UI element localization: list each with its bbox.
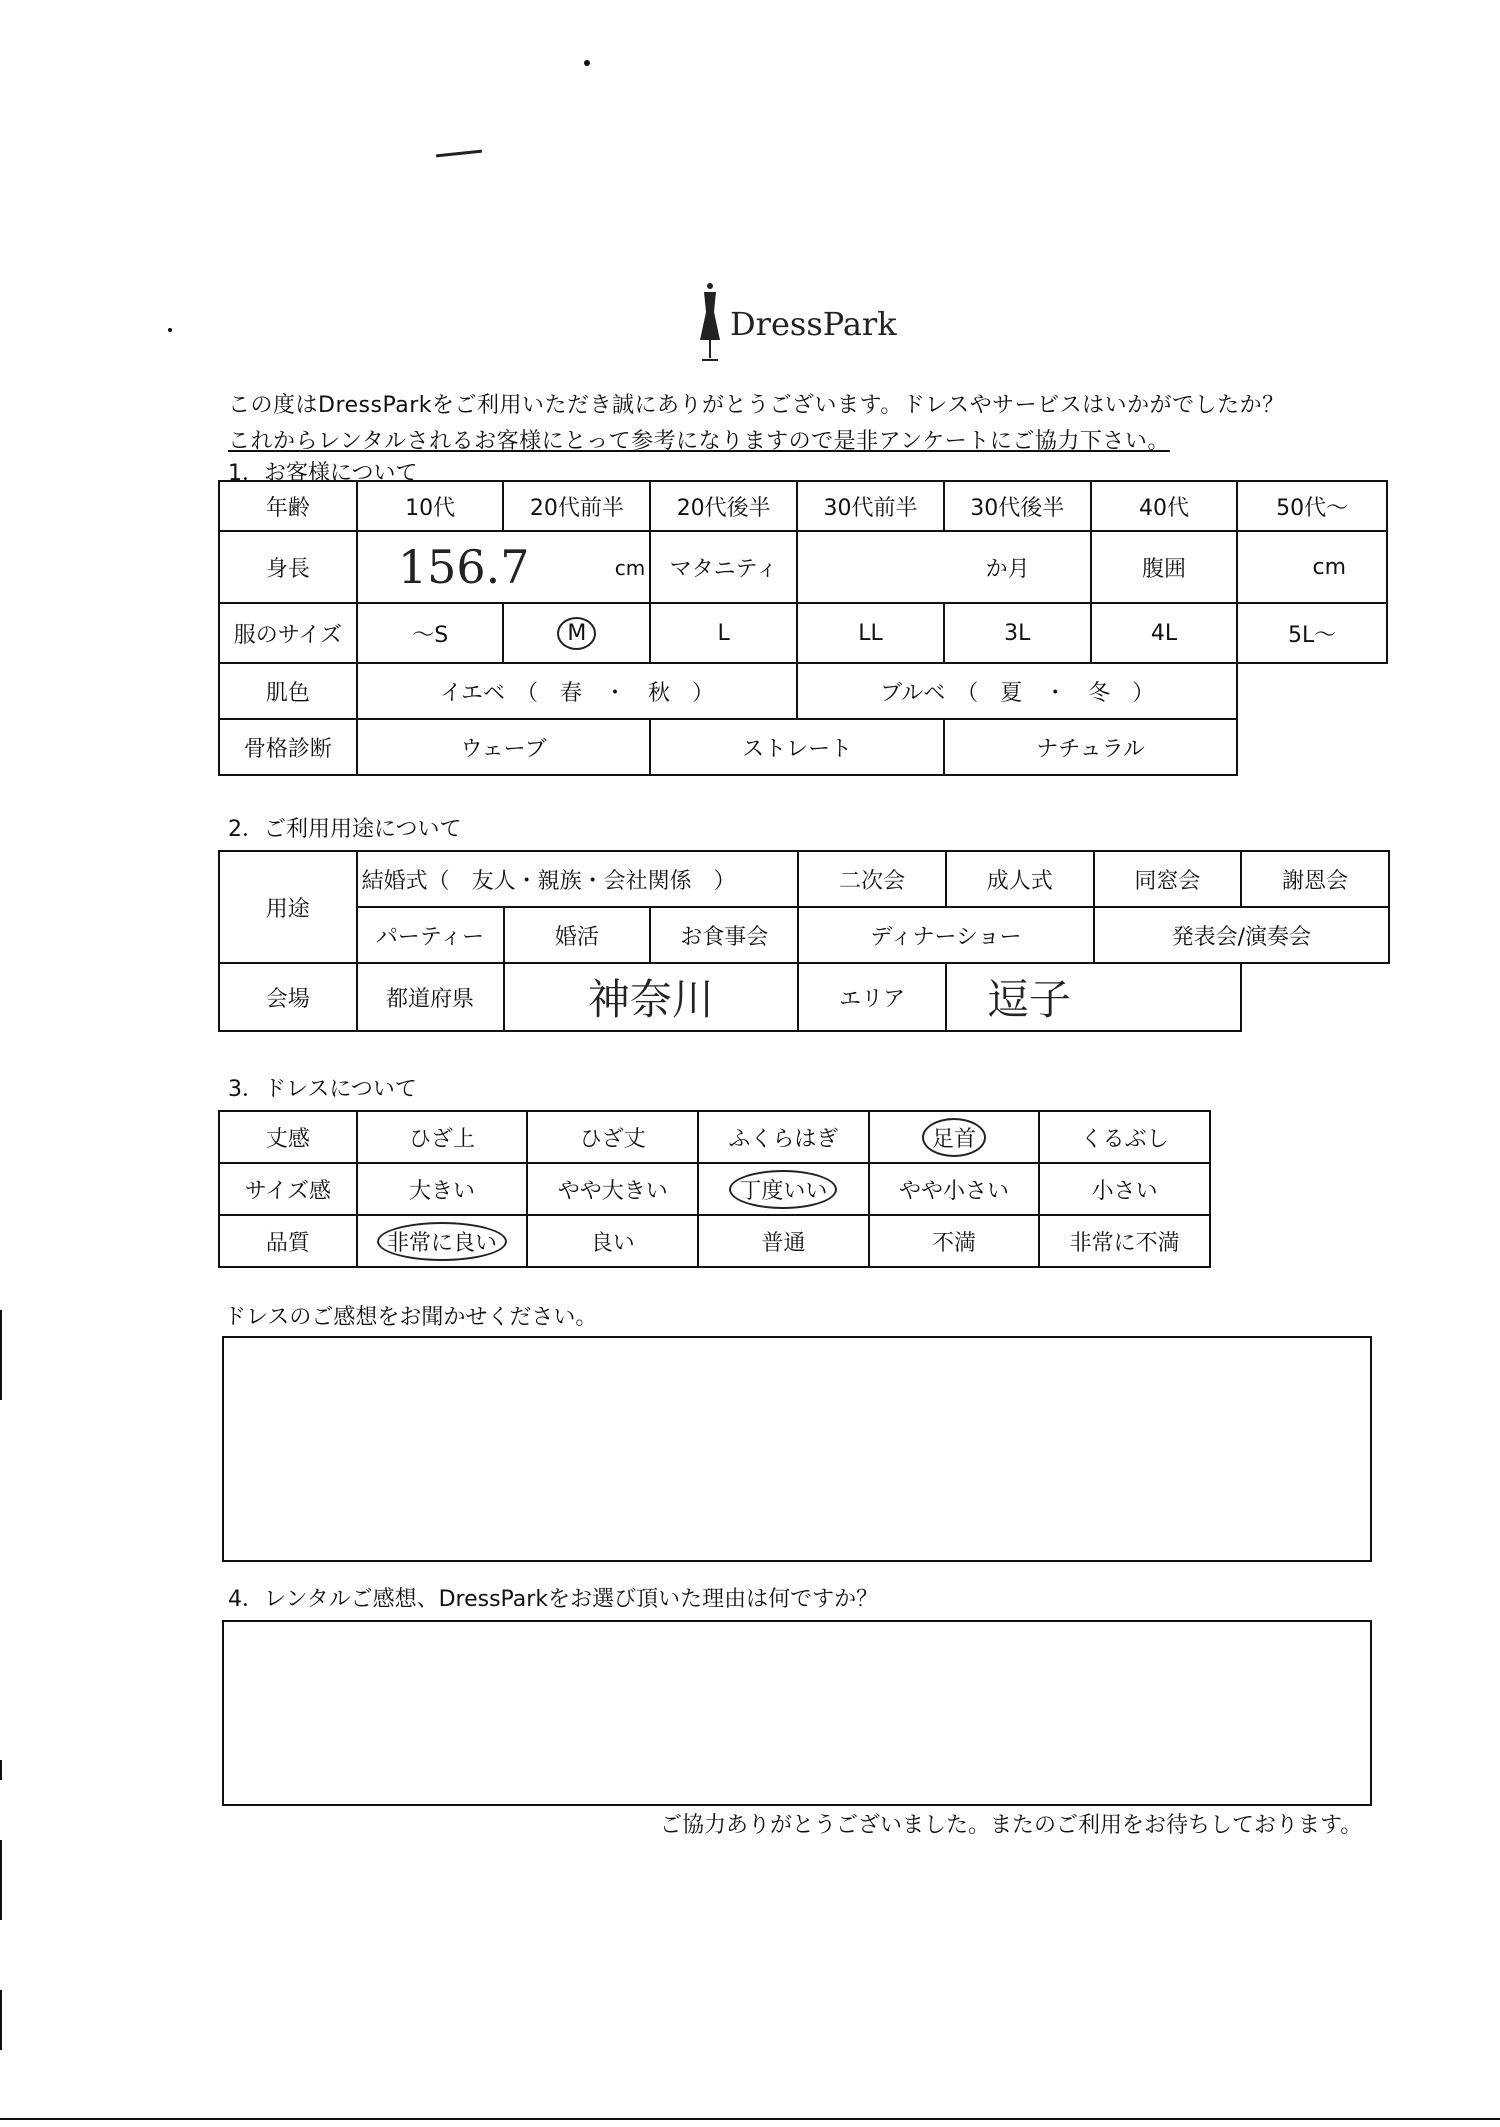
size-label: 服のサイズ xyxy=(219,603,357,663)
fit-selected-circle: 丁度いい xyxy=(729,1170,837,1209)
usage-wedding-option[interactable]: 結婚式（ 友人・親族・会社関係 ） xyxy=(357,851,799,907)
length-selected-circle: 足首 xyxy=(922,1118,986,1157)
empty-cell xyxy=(1237,719,1387,775)
venue-label: 会場 xyxy=(219,963,357,1031)
section-3-title: 3．ドレスについて xyxy=(228,1077,417,1102)
empty-cell xyxy=(1237,663,1387,719)
frame-option[interactable]: ナチュラル xyxy=(944,719,1237,775)
fit-option[interactable]: 大きい xyxy=(357,1163,528,1215)
length-option[interactable]: ふくらはぎ xyxy=(698,1111,869,1163)
section-4-title: 4．レンタルご感想、DressParkをお選び頂いた理由は何ですか？ xyxy=(228,1587,879,1612)
fit-option[interactable]: やや大きい xyxy=(527,1163,698,1215)
age-option[interactable]: 20代前半 xyxy=(503,481,650,531)
usage-option[interactable]: お食事会 xyxy=(650,907,798,963)
skin-yellow-option[interactable]: イエベ （ 春 ・ 秋 ） xyxy=(357,663,797,719)
maternity-months[interactable]: か月 xyxy=(797,531,1091,603)
prefecture-label: 都道府県 xyxy=(357,963,504,1031)
length-option-selected[interactable] xyxy=(869,1111,1040,1163)
usage-option[interactable]: 発表会/演奏会 xyxy=(1094,907,1389,963)
quality-option[interactable]: 非常に不満 xyxy=(1039,1215,1210,1267)
size-option[interactable]: 5L～ xyxy=(1237,603,1387,663)
age-option[interactable]: 30代後半 xyxy=(944,481,1091,531)
impression-title: ドレスのご感想をお聞かせください。 xyxy=(224,1305,598,1330)
usage-option[interactable]: 同窓会 xyxy=(1094,851,1242,907)
frame-option[interactable]: ウェーブ xyxy=(357,719,650,775)
skin-label: 肌色 xyxy=(219,663,357,719)
length-option[interactable]: ひざ上 xyxy=(357,1111,528,1163)
size-option[interactable]: 4L xyxy=(1091,603,1238,663)
size-option[interactable]: LL xyxy=(797,603,944,663)
reason-textarea[interactable] xyxy=(222,1620,1372,1806)
fit-option[interactable]: 小さい xyxy=(1039,1163,1210,1215)
quality-option[interactable]: 普通 xyxy=(698,1215,869,1267)
customer-table xyxy=(218,480,1388,776)
skin-blue-option[interactable]: ブルベ （ 夏 ・ 冬 ） xyxy=(797,663,1237,719)
height-unit: cm xyxy=(614,556,646,580)
age-option[interactable]: 50代～ xyxy=(1237,481,1387,531)
dress-logo-icon xyxy=(690,278,730,368)
usage-option[interactable]: 二次会 xyxy=(798,851,946,907)
scan-bottom-line xyxy=(0,2118,1500,2120)
frame-option[interactable]: ストレート xyxy=(650,719,944,775)
scan-margin-line xyxy=(0,1310,2,1400)
scan-dot xyxy=(584,60,590,66)
height-field[interactable] xyxy=(357,531,650,603)
scan-margin-line xyxy=(0,1990,2,2050)
section-2-title: 2．ご利用用途について xyxy=(228,817,462,842)
length-option[interactable]: ひざ丈 xyxy=(527,1111,698,1163)
usage-option[interactable]: ディナーショー xyxy=(798,907,1093,963)
quality-option[interactable]: 良い xyxy=(527,1215,698,1267)
waist-label: 腹囲 xyxy=(1091,531,1238,603)
fit-option[interactable]: やや小さい xyxy=(869,1163,1040,1215)
length-option[interactable]: くるぶし xyxy=(1039,1111,1210,1163)
dress-table xyxy=(218,1110,1211,1268)
age-option[interactable]: 30代前半 xyxy=(797,481,944,531)
quality-label: 品質 xyxy=(219,1215,357,1267)
length-label: 丈感 xyxy=(219,1111,357,1163)
age-option[interactable]: 10代 xyxy=(357,481,504,531)
quality-selected-circle: 非常に良い xyxy=(377,1222,507,1261)
closing-message: ご協力ありがとうございました。またのご利用をお待ちしております。 xyxy=(660,1813,1363,1838)
size-option[interactable]: L xyxy=(650,603,797,663)
prefecture-value[interactable]: 神奈川 xyxy=(504,963,799,1031)
intro-line-1: この度はDressParkをご利用いただき誠にありがとうございます。ドレスやサービスはいかがでしたか？ xyxy=(228,393,1285,418)
age-option[interactable]: 40代 xyxy=(1091,481,1238,531)
usage-option[interactable]: 謝恩会 xyxy=(1241,851,1389,907)
fit-label: サイズ感 xyxy=(219,1163,357,1215)
intro-line-2: これからレンタルされるお客様にとって参考になりますので是非アンケートにご協力下さい。 xyxy=(228,429,1170,454)
scan-dot xyxy=(168,328,172,332)
frame-label: 骨格診断 xyxy=(219,719,357,775)
scan-margin-line xyxy=(0,1760,2,1780)
usage-option[interactable]: パーティー xyxy=(357,907,504,963)
age-option-selected[interactable]: 20代後半 xyxy=(650,481,797,531)
area-label: エリア xyxy=(798,963,946,1031)
usage-option[interactable]: 成人式 xyxy=(946,851,1094,907)
brand-logo: DressPark xyxy=(730,305,897,343)
usage-option[interactable]: 婚活 xyxy=(504,907,651,963)
size-option[interactable]: 3L xyxy=(944,603,1091,663)
scan-mark xyxy=(436,150,482,158)
age-label: 年齢 xyxy=(219,481,357,531)
empty-cell xyxy=(1241,963,1389,1031)
usage-table xyxy=(218,850,1390,1032)
usage-label: 用途 xyxy=(219,851,357,963)
area-value[interactable]: 逗子 xyxy=(946,963,1241,1031)
size-option-selected[interactable] xyxy=(503,603,650,663)
quality-option[interactable]: 不満 xyxy=(869,1215,1040,1267)
impression-textarea[interactable] xyxy=(222,1336,1372,1562)
size-option[interactable]: ～S xyxy=(357,603,504,663)
section-1-title: 1．お客様について xyxy=(228,461,418,486)
height-value: 156.7 xyxy=(397,540,530,594)
size-selected-circle: M xyxy=(557,617,596,650)
scan-margin-line xyxy=(0,1840,2,1920)
height-label: 身長 xyxy=(219,531,357,603)
quality-option-selected[interactable] xyxy=(357,1215,528,1267)
waist-unit[interactable]: cm xyxy=(1237,531,1387,603)
fit-option-selected[interactable] xyxy=(698,1163,869,1215)
maternity-label: マタニティ xyxy=(650,531,797,603)
